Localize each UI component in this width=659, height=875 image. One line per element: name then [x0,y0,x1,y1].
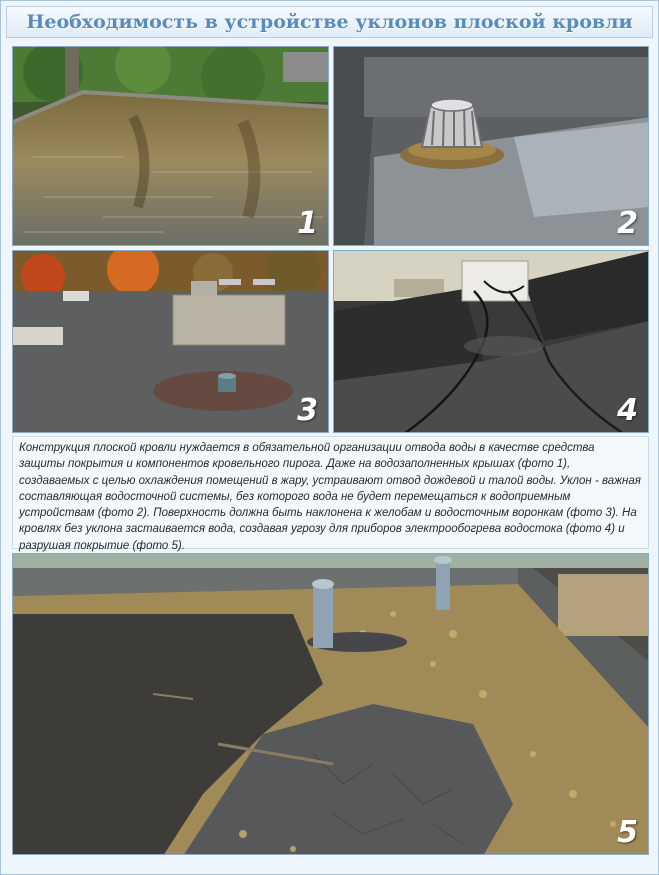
photo-number: 5 [617,815,638,850]
photo-number: 1 [297,206,318,241]
photo-roof-drain [333,46,649,246]
heating-cable-image [334,251,649,433]
photo-number: 2 [617,206,638,241]
page-title: Необходимость в устройстве уклонов плоской кровли [6,6,653,38]
sloped-roof-image [13,251,329,433]
photo-number: 3 [297,393,318,428]
photo-number: 4 [617,393,638,428]
roof-drain-image [334,47,649,246]
flooded-roof-image [13,47,329,246]
photo-sloped-roof-drain [12,250,329,433]
photo-flooded-roof [12,46,329,246]
damaged-roof-image [13,554,649,855]
description-text: Конструкция плоской кровли нуждается в обязательной организации отвода воды в качестве средства защиты покрытия и компонентов кровельного пирога. Даже на водозаполненных крышах (фото 1), создаваемых с целью охлаждения помещений в жару, устраивают отвод дождевой и талой воды. Уклон - важная составляющая водосточной системы, без которого вода не будет перемещаться к водоприемным устройствам (фото 2). Поверхность должна быть наклонена к желобам и водосточным воронкам (фото 3). На кровлях без уклона застаивается вода, создавая угрозу для приборов электрообогрева водостока (фото 4) и разрушая покрытие (фото 5). [12,436,649,549]
photo-heating-cables [333,250,649,433]
photo-damaged-roof [12,553,649,855]
